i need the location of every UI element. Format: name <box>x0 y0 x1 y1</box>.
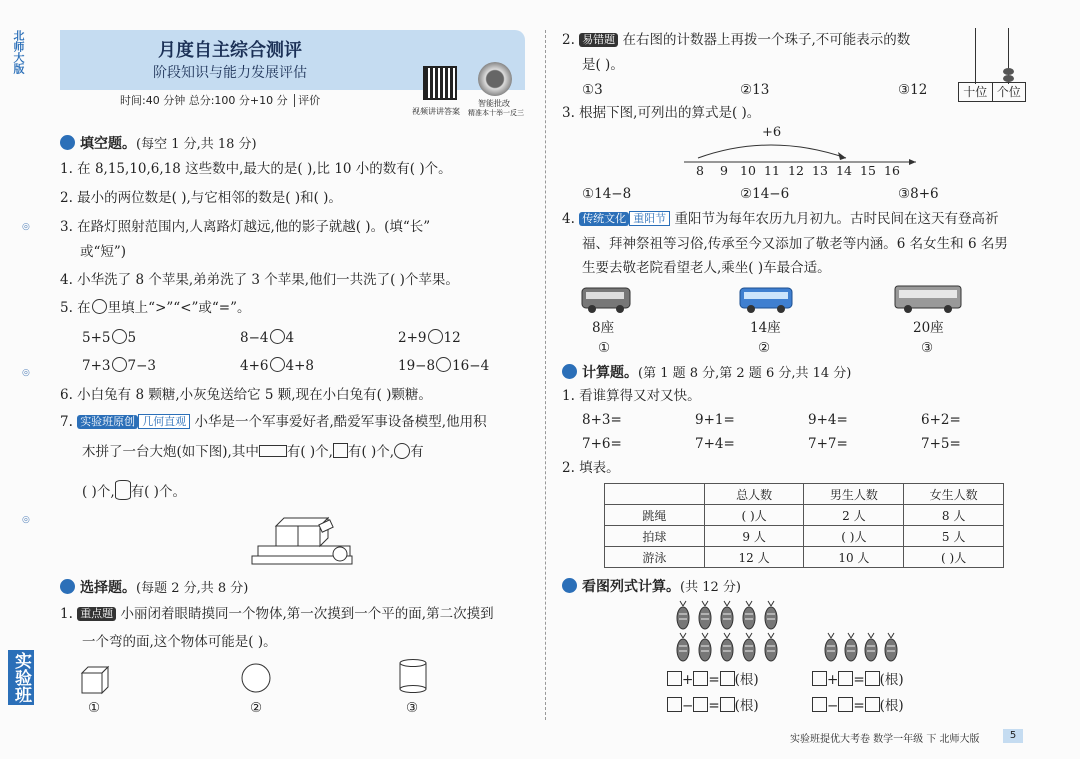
choice-2-line1 <box>562 30 910 50</box>
compare-left: 19−8 <box>398 358 436 374</box>
bus-seats: 14座 <box>750 320 781 336</box>
section-choice <box>60 577 248 597</box>
compare-circle[interactable] <box>270 357 285 372</box>
circle-blank-icon <box>92 299 107 314</box>
tick-label: 10 <box>740 163 756 178</box>
choice-1-num: 1. <box>60 606 73 622</box>
compare-item <box>82 328 136 348</box>
q7-text-d: 有 <box>410 444 424 460</box>
spine-top-label: 北师大版 <box>12 30 25 74</box>
question-7-line3 <box>82 480 186 502</box>
abacus-label-tens: 十位 <box>959 83 993 101</box>
eval-label: 评价 <box>294 94 320 107</box>
table-cell: 10 人 <box>804 547 904 568</box>
compare-circle[interactable] <box>270 329 285 344</box>
question-7-line1 <box>60 412 487 432</box>
sphere-option-figure <box>240 662 272 694</box>
question-3-line2: 或“短”) <box>80 244 127 260</box>
cube-icon <box>333 443 348 458</box>
question-3-line1: 3. 在路灯照射范围内,人离路灯越远,他的影子就越( )。(填“长” <box>60 219 431 235</box>
section-number-icon <box>562 364 577 379</box>
compare-left: 4+6 <box>240 358 269 374</box>
unit-label: (根) <box>734 698 759 714</box>
sphere-icon <box>394 443 410 459</box>
exam-meta <box>120 92 320 108</box>
carrot-group-right <box>820 632 915 666</box>
answer-box[interactable] <box>812 671 827 686</box>
abacus-rod-tens <box>975 28 976 84</box>
section-note: (第 1 题 8 分,第 2 题 6 分,共 14 分) <box>638 366 852 381</box>
page-title: 月度自主综合测评 <box>158 40 302 61</box>
compare-left: 7+3 <box>82 358 111 374</box>
table-header: 总人数 <box>704 484 804 505</box>
bus-seats: 20座 <box>913 320 944 336</box>
choice-3: 3. 根据下图,可列出的算式是( )。 <box>562 105 761 121</box>
table-cell[interactable]: ( )人 <box>904 547 1004 568</box>
choice-2-num: 2. <box>562 32 575 48</box>
calc-1-prompt: 1. 看谁算得又对又快。 <box>562 388 701 404</box>
choice-option[interactable]: ②14−6 <box>740 186 790 202</box>
section-title: 计算题。 <box>582 365 638 381</box>
section-note: (每空 1 分,共 18 分) <box>136 137 257 152</box>
cannon-model-figure <box>250 512 360 568</box>
question-2: 2. 最小的两位数是( ),与它相邻的数是( )和( )。 <box>60 190 342 206</box>
tick-label: 14 <box>836 163 852 178</box>
answer-box[interactable] <box>693 697 708 712</box>
compare-circle[interactable] <box>436 357 451 372</box>
q7-text-b: 有( )个, <box>286 444 333 460</box>
bus-option[interactable]: ① <box>598 340 611 356</box>
geometry-tag: 几何直观 <box>138 414 190 429</box>
choice-1-text: 小丽闭着眼睛摸同一个物体,第一次摸到一个平的面,第二次摸到 <box>120 606 494 622</box>
table-header: 女生人数 <box>904 484 1004 505</box>
choice-option[interactable]: ② <box>250 700 263 716</box>
section-calc <box>562 362 851 382</box>
answer-box[interactable] <box>720 671 735 686</box>
page-subtitle: 阶段知识与能力发展评估 <box>153 65 307 81</box>
table-cell[interactable]: ( )人 <box>804 526 904 547</box>
bus-option[interactable]: ② <box>758 340 771 356</box>
table-row <box>605 547 1004 568</box>
qr-code[interactable] <box>423 66 457 100</box>
question-4: 4. 小华洗了 8 个苹果,弟弟洗了 3 个苹果,他们一共洗了( )个苹果。 <box>60 272 459 288</box>
compare-item <box>398 328 461 348</box>
answer-box[interactable] <box>865 697 880 712</box>
exam-time-score: 时间:40 分钟 总分:100 分+10 分 <box>120 94 288 107</box>
table-cell: 拍球 <box>605 526 705 547</box>
table-cell: 5 人 <box>904 526 1004 547</box>
culture-tag: 传统文化 <box>579 212 629 226</box>
calc-item: 8+3= <box>582 412 622 428</box>
cylinder-option-figure <box>398 658 428 694</box>
choice-1-line2: 一个弯的面,这个物体可能是( )。 <box>82 634 277 650</box>
choice-4-text: 重阳节为每年农历九月初九。古时民间在这天有登高祈 <box>674 211 999 227</box>
choice-option[interactable]: ③12 <box>898 82 928 98</box>
bus-small-icon <box>580 285 632 315</box>
festival-tag: 重阳节 <box>629 211 670 226</box>
table-cell: 2 人 <box>804 505 904 526</box>
calc-item: 9+1= <box>695 412 735 428</box>
section-number-icon <box>60 135 75 150</box>
bus-seats: 8座 <box>592 320 615 336</box>
table-cell: 12 人 <box>704 547 804 568</box>
unit-label: (根) <box>734 672 759 688</box>
table-header-row <box>605 484 1004 505</box>
compare-left: 5+5 <box>82 330 111 346</box>
abacus-bead <box>1003 75 1014 82</box>
choice-option[interactable]: ①3 <box>582 82 603 98</box>
tick-label: 15 <box>860 163 876 178</box>
question-5-text: 里填上“>”“<”或“=”。 <box>107 300 251 316</box>
choice-option[interactable]: ③ <box>406 700 419 716</box>
table-row <box>605 526 1004 547</box>
compare-right: 5 <box>127 330 137 346</box>
original-tag: 实验班原创 <box>77 415 138 429</box>
badge-caption-2: 精准本十举一反三 <box>468 109 524 117</box>
question-5-lead: 5. 在 <box>60 300 91 316</box>
cylinder-icon <box>115 480 131 500</box>
q7-text-a: 木拼了一台大炮(如下图),其中 <box>82 444 259 460</box>
qr-caption: 视频讲讲答案 <box>412 107 460 116</box>
spine-marker-3: ◎ <box>22 515 30 525</box>
q7-text-c: 有( )个, <box>347 444 395 460</box>
table-header <box>605 484 705 505</box>
abacus-base <box>958 82 1026 102</box>
question-1: 1. 在 8,15,10,6,18 这些数中,最大的是( ),比 10 小的数有( )个。 <box>60 161 452 177</box>
equation-add-left: + = (根) <box>667 670 759 690</box>
bus-option[interactable]: ③ <box>921 340 934 356</box>
choice-option[interactable]: ②13 <box>740 82 770 98</box>
table-header: 男生人数 <box>804 484 904 505</box>
question-7-text: 小华是一个军事爱好者,酷爱军事设备模型,他用积 <box>194 414 487 430</box>
tick-label: 13 <box>812 163 828 178</box>
column-divider <box>545 30 546 720</box>
table-cell: 跳绳 <box>605 505 705 526</box>
choice-option[interactable]: ①14−8 <box>582 186 632 202</box>
choice-option[interactable]: ① <box>88 700 101 716</box>
compare-left: 8−4 <box>240 330 269 346</box>
compare-circle[interactable] <box>112 357 127 372</box>
section-picture-calc <box>562 576 741 596</box>
compare-right: 4 <box>285 330 295 346</box>
key-question-tag: 重点题 <box>77 607 116 621</box>
fill-table <box>604 483 1004 568</box>
answer-box[interactable] <box>865 671 880 686</box>
table-row <box>605 505 1004 526</box>
calc-item: 7+6= <box>582 436 622 452</box>
abacus-figure <box>958 28 1026 102</box>
unit-label: (根) <box>879 672 904 688</box>
answer-box[interactable] <box>667 697 682 712</box>
q7-text-e: ( )个, <box>82 484 115 500</box>
calc-item: 7+5= <box>921 436 961 452</box>
calc-2-prompt: 2. 填表。 <box>562 460 620 476</box>
bus-large-icon <box>893 283 963 315</box>
cube-option-figure <box>80 665 110 695</box>
section-fill-in <box>60 133 257 153</box>
choice-2-line2: 是( )。 <box>582 57 624 73</box>
choice-4-num: 4. <box>562 211 575 227</box>
compare-circle[interactable] <box>428 329 443 344</box>
compare-right: 7−3 <box>127 358 156 374</box>
smart-grading-badge <box>478 62 512 96</box>
compare-right: 16−4 <box>452 358 490 374</box>
section-title: 选择题。 <box>80 580 136 596</box>
compare-circle[interactable] <box>112 329 127 344</box>
calc-item: 7+7= <box>808 436 848 452</box>
compare-right: 4+8 <box>285 358 314 374</box>
compare-item <box>82 356 156 376</box>
compare-right: 12 <box>443 330 461 346</box>
spine-marker-1: ◎ <box>22 222 30 232</box>
answer-box[interactable] <box>720 697 735 712</box>
question-6: 6. 小白兔有 8 颗糖,小灰兔送给它 5 颗,现在小白兔有( )颗糖。 <box>60 387 432 403</box>
compare-item <box>240 356 314 376</box>
tick-label: 11 <box>764 163 780 178</box>
q7-text-f: 有( )个。 <box>130 484 186 500</box>
table-cell: 9 人 <box>704 526 804 547</box>
spine-marker-2: ◎ <box>22 368 30 378</box>
header-banner <box>60 30 525 117</box>
carrot-group-left <box>672 600 787 666</box>
table-cell: 游泳 <box>605 547 705 568</box>
arrow-label: +6 <box>762 125 782 140</box>
answer-box[interactable] <box>838 671 853 686</box>
section-note: (每题 2 分,共 8 分) <box>136 581 249 596</box>
equation-add-right: + = (根) <box>812 670 904 690</box>
tick-label: 12 <box>788 163 804 178</box>
table-cell: 8 人 <box>904 505 1004 526</box>
badge-caption-1: 智能批改 <box>478 99 510 108</box>
footer-book-title: 实验班提优大考卷 数学一年级 下 北师大版 <box>790 734 980 745</box>
spine-brand: 实验班 <box>8 650 34 705</box>
choice-1-line1 <box>60 604 494 624</box>
choice-4-line2: 福、拜神祭祖等习俗,传承至今又添加了敬老等内涵。6 名女生和 6 名男 <box>582 236 1008 252</box>
answer-box[interactable] <box>838 697 853 712</box>
question-7-line2 <box>82 442 424 462</box>
unit-label: (根) <box>879 698 904 714</box>
choice-option[interactable]: ③8+6 <box>898 186 939 202</box>
page-number: 5 <box>1003 729 1023 743</box>
compare-left: 2+9 <box>398 330 427 346</box>
choice-4-line3: 生要去敬老院看望老人,乘坐( )车最合适。 <box>582 260 831 276</box>
abacus-label-ones: 个位 <box>996 85 1021 99</box>
answer-box[interactable] <box>693 671 708 686</box>
section-title: 看图列式计算。 <box>582 579 680 595</box>
answer-box[interactable] <box>667 671 682 686</box>
calc-item: 6+2= <box>921 412 961 428</box>
number-line-ticks <box>688 163 904 178</box>
choice-4-line1 <box>562 209 998 229</box>
choice-2-text: 在右图的计数器上再拨一个珠子,不可能表示的数 <box>622 32 911 48</box>
section-number-icon <box>60 579 75 594</box>
calc-item: 9+4= <box>808 412 848 428</box>
equation-sub-right: − = (根) <box>812 696 904 716</box>
abacus-bead <box>1003 68 1014 75</box>
question-5 <box>60 298 251 318</box>
equation-sub-left: − = (根) <box>667 696 759 716</box>
section-title: 填空题。 <box>80 136 136 152</box>
answer-box[interactable] <box>812 697 827 712</box>
bus-medium-icon <box>738 285 794 315</box>
question-7-num: 7. <box>60 414 73 430</box>
compare-item <box>240 328 294 348</box>
compare-item <box>398 356 489 376</box>
table-cell[interactable]: ( )人 <box>704 505 804 526</box>
calc-item: 7+4= <box>695 436 735 452</box>
section-note: (共 12 分) <box>680 580 741 595</box>
tick-label: 16 <box>884 163 900 178</box>
tick-label: 9 <box>720 163 728 178</box>
section-number-icon <box>562 578 577 593</box>
cuboid-icon <box>259 445 287 457</box>
tick-label: 8 <box>696 163 704 178</box>
error-prone-tag: 易错题 <box>579 33 618 47</box>
